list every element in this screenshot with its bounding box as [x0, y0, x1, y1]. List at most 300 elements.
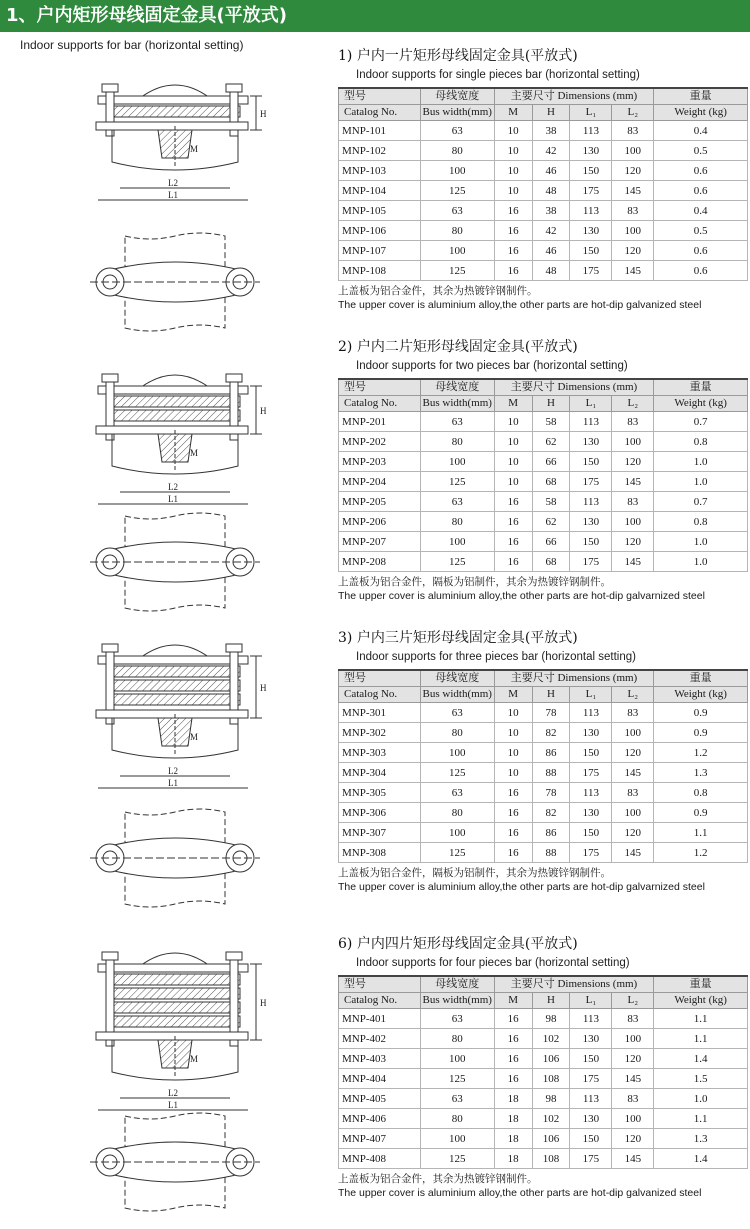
- table-row: [339, 723, 748, 743]
- table-cell: 10: [494, 121, 532, 141]
- spec-section: [338, 46, 748, 312]
- model-header: 型号: [339, 670, 421, 687]
- table-cell: 16: [494, 492, 532, 512]
- table-cell: 16: [494, 803, 532, 823]
- table-cell: MNP-204: [339, 472, 421, 492]
- table-cell: 150: [570, 452, 612, 472]
- table-cell: 120: [612, 241, 654, 261]
- table-cell: MNP-103: [339, 161, 421, 181]
- table-cell: 80: [420, 221, 494, 241]
- table-row: [339, 783, 748, 803]
- table-cell: 102: [532, 1109, 570, 1129]
- table-cell: 150: [570, 743, 612, 763]
- dimensions-header: 主要尺寸 Dimensions (mm): [494, 670, 654, 687]
- spec-table: [338, 378, 748, 572]
- spec-table: [338, 87, 748, 281]
- table-cell: 100: [612, 803, 654, 823]
- m-header: M: [494, 105, 532, 121]
- table-cell: 10: [494, 703, 532, 723]
- l1-dimension-label: L1: [168, 1100, 178, 1110]
- table-cell: 150: [570, 1129, 612, 1149]
- table-cell: 120: [612, 743, 654, 763]
- table-cell: MNP-406: [339, 1109, 421, 1129]
- table-cell: 0.8: [654, 783, 748, 803]
- weight-header: 重量: [654, 976, 748, 993]
- table-row: [339, 201, 748, 221]
- table-cell: 175: [570, 552, 612, 572]
- table-cell: 1.1: [654, 823, 748, 843]
- h-header: H: [532, 993, 570, 1009]
- table-cell: 150: [570, 1049, 612, 1069]
- table-cell: 100: [612, 723, 654, 743]
- section-subtitle: Indoor supports for single pieces bar (horizontal setting): [356, 69, 640, 81]
- h-dimension-label: H: [260, 406, 267, 416]
- table-cell: 108: [532, 1149, 570, 1169]
- l1-dimension-label: L1: [168, 494, 178, 504]
- bus-width-header: 母线宽度: [420, 379, 494, 396]
- table-cell: 10: [494, 432, 532, 452]
- m-header: M: [494, 687, 532, 703]
- bus-width-header: 母线宽度: [420, 88, 494, 105]
- table-row: [339, 1109, 748, 1129]
- table-row: [339, 803, 748, 823]
- catalog-header: Catalog No.: [339, 687, 421, 703]
- weight-header: 重量: [654, 670, 748, 687]
- table-cell: 130: [570, 221, 612, 241]
- table-row: [339, 703, 748, 723]
- h-header: H: [532, 105, 570, 121]
- table-cell: 106: [532, 1129, 570, 1149]
- table-cell: 125: [420, 552, 494, 572]
- table-cell: 1.5: [654, 1069, 748, 1089]
- table-cell: 0.9: [654, 703, 748, 723]
- table-cell: 113: [570, 1089, 612, 1109]
- weight-en-header: Weight (kg): [654, 993, 748, 1009]
- table-row: [339, 181, 748, 201]
- table-cell: MNP-402: [339, 1029, 421, 1049]
- section-subtitle: Indoor supports for two pieces bar (horizontal setting): [356, 360, 628, 372]
- catalog-header: Catalog No.: [339, 396, 421, 412]
- table-cell: 38: [532, 121, 570, 141]
- l1-dimension-label: L1: [168, 190, 178, 200]
- table-cell: 108: [532, 1069, 570, 1089]
- table-cell: 80: [420, 723, 494, 743]
- table-cell: 0.5: [654, 141, 748, 161]
- table-cell: 58: [532, 412, 570, 432]
- table-cell: 1.3: [654, 1129, 748, 1149]
- table-cell: 100: [420, 532, 494, 552]
- table-cell: 0.7: [654, 492, 748, 512]
- table-cell: 38: [532, 201, 570, 221]
- table-cell: MNP-202: [339, 432, 421, 452]
- table-cell: 150: [570, 823, 612, 843]
- table-cell: MNP-205: [339, 492, 421, 512]
- table-cell: 120: [612, 1129, 654, 1149]
- table-cell: 83: [612, 412, 654, 432]
- table-cell: MNP-301: [339, 703, 421, 723]
- table-cell: 1.4: [654, 1049, 748, 1069]
- catalog-header: Catalog No.: [339, 105, 421, 121]
- table-cell: 113: [570, 121, 612, 141]
- l1-header: L₁: [570, 105, 612, 121]
- table-cell: 120: [612, 161, 654, 181]
- table-cell: 1.0: [654, 552, 748, 572]
- table-cell: MNP-404: [339, 1069, 421, 1089]
- table-cell: 1.1: [654, 1109, 748, 1129]
- table-cell: 42: [532, 221, 570, 241]
- table-cell: 100: [420, 452, 494, 472]
- table-cell: 120: [612, 532, 654, 552]
- table-cell: 10: [494, 723, 532, 743]
- table-cell: MNP-303: [339, 743, 421, 763]
- table-cell: 1.1: [654, 1009, 748, 1029]
- table-cell: 100: [612, 432, 654, 452]
- table-row: [339, 472, 748, 492]
- table-cell: 125: [420, 763, 494, 783]
- table-cell: 0.6: [654, 261, 748, 281]
- table-cell: 175: [570, 1069, 612, 1089]
- section-subtitle: Indoor supports for four pieces bar (horizontal setting): [356, 957, 630, 969]
- table-cell: 1.4: [654, 1149, 748, 1169]
- m-dimension-label: M: [190, 448, 199, 458]
- table-cell: 83: [612, 1009, 654, 1029]
- bus-width-header: 母线宽度: [420, 976, 494, 993]
- table-cell: 62: [532, 512, 570, 532]
- table-row: [339, 1069, 748, 1089]
- table-cell: 113: [570, 412, 612, 432]
- spec-table: [338, 669, 748, 863]
- table-cell: 145: [612, 1069, 654, 1089]
- table-cell: MNP-407: [339, 1129, 421, 1149]
- side-view-drawing: [0, 936, 330, 1110]
- l2-dimension-label: L2: [168, 482, 178, 492]
- table-cell: 82: [532, 803, 570, 823]
- table-cell: 16: [494, 1049, 532, 1069]
- table-cell: 16: [494, 843, 532, 863]
- table-row: [339, 1029, 748, 1049]
- table-row: [339, 1049, 748, 1069]
- table-cell: 100: [420, 241, 494, 261]
- table-cell: 46: [532, 161, 570, 181]
- table-cell: 0.4: [654, 201, 748, 221]
- table-cell: 10: [494, 412, 532, 432]
- l1-header: L₁: [570, 687, 612, 703]
- table-cell: 102: [532, 1029, 570, 1049]
- l1-header: L₁: [570, 993, 612, 1009]
- table-cell: 145: [612, 472, 654, 492]
- table-cell: 16: [494, 1009, 532, 1029]
- table-cell: 150: [570, 241, 612, 261]
- table-row: [339, 532, 748, 552]
- table-cell: 120: [612, 1049, 654, 1069]
- page-title: 1、户内矩形母线固定金具(平放式): [0, 0, 750, 32]
- l2-header: L₂: [612, 993, 654, 1009]
- table-cell: 46: [532, 241, 570, 261]
- plan-view-drawing: [0, 232, 330, 332]
- table-row: [339, 823, 748, 843]
- table-cell: 42: [532, 141, 570, 161]
- table-cell: 100: [612, 512, 654, 532]
- table-row: [339, 552, 748, 572]
- table-cell: 130: [570, 512, 612, 532]
- table-cell: 68: [532, 552, 570, 572]
- l2-header: L₂: [612, 396, 654, 412]
- page-subtitle: Indoor supports for bar (horizontal setting): [20, 38, 244, 52]
- table-cell: 78: [532, 783, 570, 803]
- table-cell: 80: [420, 1029, 494, 1049]
- table-cell: 100: [420, 1049, 494, 1069]
- h-dimension-label: H: [260, 998, 267, 1008]
- weight-en-header: Weight (kg): [654, 687, 748, 703]
- bus-width-header: 母线宽度: [420, 670, 494, 687]
- table-cell: 63: [420, 492, 494, 512]
- table-row: [339, 1089, 748, 1109]
- table-cell: 10: [494, 181, 532, 201]
- table-cell: MNP-403: [339, 1049, 421, 1069]
- catalog-header: Catalog No.: [339, 993, 421, 1009]
- table-cell: 86: [532, 743, 570, 763]
- table-cell: 125: [420, 261, 494, 281]
- table-cell: 145: [612, 552, 654, 572]
- weight-en-header: Weight (kg): [654, 105, 748, 121]
- material-note-en: The upper cover is aluminium alloy,the other parts are hot-dip galvarnized steel: [338, 881, 705, 893]
- table-cell: MNP-206: [339, 512, 421, 532]
- table-cell: 10: [494, 743, 532, 763]
- table-cell: MNP-306: [339, 803, 421, 823]
- table-cell: 100: [420, 161, 494, 181]
- table-cell: 16: [494, 1069, 532, 1089]
- bus-width-en-header: Bus width(mm): [420, 105, 494, 121]
- table-cell: 63: [420, 1089, 494, 1109]
- spec-table: [338, 975, 748, 1169]
- table-cell: 125: [420, 1149, 494, 1169]
- material-note-cn: 上盖板为铝合金件，隔板为铝制件，其余为热镀锌钢制件。: [338, 576, 611, 588]
- bus-width-en-header: Bus width(mm): [420, 687, 494, 703]
- table-cell: 0.6: [654, 241, 748, 261]
- table-cell: 113: [570, 783, 612, 803]
- table-cell: MNP-208: [339, 552, 421, 572]
- table-cell: 1.3: [654, 763, 748, 783]
- table-row: [339, 241, 748, 261]
- weight-header: 重量: [654, 379, 748, 396]
- table-cell: 16: [494, 783, 532, 803]
- m-dimension-label: M: [190, 732, 199, 742]
- table-cell: 100: [612, 141, 654, 161]
- l2-dimension-label: L2: [168, 178, 178, 188]
- table-cell: MNP-104: [339, 181, 421, 201]
- model-header: 型号: [339, 976, 421, 993]
- table-cell: 10: [494, 763, 532, 783]
- h-header: H: [532, 687, 570, 703]
- table-cell: 145: [612, 1149, 654, 1169]
- table-cell: 63: [420, 783, 494, 803]
- table-row: [339, 141, 748, 161]
- h-dimension-label: H: [260, 109, 267, 119]
- plan-view-drawing: [0, 512, 330, 612]
- table-cell: 0.9: [654, 723, 748, 743]
- table-cell: MNP-107: [339, 241, 421, 261]
- table-cell: 175: [570, 1149, 612, 1169]
- table-cell: MNP-203: [339, 452, 421, 472]
- table-cell: 16: [494, 532, 532, 552]
- table-cell: MNP-106: [339, 221, 421, 241]
- table-cell: 66: [532, 452, 570, 472]
- l1-dimension-label: L1: [168, 778, 178, 788]
- table-cell: MNP-401: [339, 1009, 421, 1029]
- bus-width-en-header: Bus width(mm): [420, 396, 494, 412]
- table-cell: 62: [532, 432, 570, 452]
- table-cell: 175: [570, 181, 612, 201]
- table-cell: 113: [570, 492, 612, 512]
- section-title: 1) 户内一片矩形母线固定金具(平放式): [338, 48, 578, 64]
- dimensions-header: 主要尺寸 Dimensions (mm): [494, 88, 654, 105]
- table-cell: MNP-408: [339, 1149, 421, 1169]
- table-cell: 18: [494, 1109, 532, 1129]
- table-row: [339, 121, 748, 141]
- table-cell: 83: [612, 121, 654, 141]
- table-cell: 80: [420, 141, 494, 161]
- table-row: [339, 1149, 748, 1169]
- table-cell: 88: [532, 763, 570, 783]
- table-cell: 16: [494, 823, 532, 843]
- table-cell: 18: [494, 1129, 532, 1149]
- table-cell: 16: [494, 221, 532, 241]
- table-cell: 0.8: [654, 512, 748, 532]
- spec-section: [338, 934, 748, 1200]
- table-cell: 175: [570, 472, 612, 492]
- table-cell: 48: [532, 181, 570, 201]
- table-cell: 130: [570, 1029, 612, 1049]
- h-dimension-label: H: [260, 683, 267, 693]
- table-cell: MNP-102: [339, 141, 421, 161]
- table-cell: 150: [570, 532, 612, 552]
- spec-section: [338, 628, 748, 894]
- model-header: 型号: [339, 88, 421, 105]
- section-title: 3) 户内三片矩形母线固定金具(平放式): [338, 630, 578, 646]
- table-cell: 98: [532, 1089, 570, 1109]
- table-cell: 0.7: [654, 412, 748, 432]
- table-cell: 0.9: [654, 803, 748, 823]
- l2-dimension-label: L2: [168, 766, 178, 776]
- table-cell: 0.6: [654, 181, 748, 201]
- material-note-en: The upper cover is aluminium alloy,the other parts are hot-dip galvanized steel: [338, 1187, 702, 1199]
- table-row: [339, 452, 748, 472]
- section-subtitle: Indoor supports for three pieces bar (horizontal setting): [356, 651, 636, 663]
- table-cell: 130: [570, 723, 612, 743]
- table-cell: MNP-304: [339, 763, 421, 783]
- table-cell: MNP-207: [339, 532, 421, 552]
- side-view-drawing: [0, 68, 330, 218]
- table-cell: 175: [570, 261, 612, 281]
- l1-header: L₁: [570, 396, 612, 412]
- table-row: [339, 221, 748, 241]
- table-cell: 83: [612, 1089, 654, 1109]
- table-cell: 63: [420, 121, 494, 141]
- table-row: [339, 763, 748, 783]
- table-cell: 1.0: [654, 452, 748, 472]
- l2-dimension-label: L2: [168, 1088, 178, 1098]
- table-cell: 83: [612, 703, 654, 723]
- table-cell: 1.0: [654, 532, 748, 552]
- table-cell: 80: [420, 803, 494, 823]
- table-cell: 125: [420, 181, 494, 201]
- table-cell: 113: [570, 703, 612, 723]
- table-cell: 145: [612, 261, 654, 281]
- table-row: [339, 1009, 748, 1029]
- table-cell: 0.4: [654, 121, 748, 141]
- table-cell: 106: [532, 1049, 570, 1069]
- weight-header: 重量: [654, 88, 748, 105]
- table-cell: 130: [570, 803, 612, 823]
- table-row: [339, 1129, 748, 1149]
- table-cell: 130: [570, 1109, 612, 1129]
- table-cell: 10: [494, 452, 532, 472]
- table-row: [339, 743, 748, 763]
- table-cell: 100: [612, 221, 654, 241]
- spec-section: [338, 337, 748, 603]
- table-cell: 125: [420, 843, 494, 863]
- table-cell: 88: [532, 843, 570, 863]
- table-cell: 100: [420, 823, 494, 843]
- plan-view-drawing: [0, 808, 330, 908]
- table-row: [339, 492, 748, 512]
- h-header: H: [532, 396, 570, 412]
- table-cell: 18: [494, 1149, 532, 1169]
- side-view-drawing: [0, 358, 330, 508]
- material-note-cn: 上盖板为铝合金件，隔板为铝制件，其余为热镀锌钢制件。: [338, 867, 611, 879]
- table-cell: 100: [420, 1129, 494, 1149]
- table-cell: 120: [612, 452, 654, 472]
- table-cell: 1.0: [654, 1089, 748, 1109]
- table-cell: 1.0: [654, 472, 748, 492]
- table-cell: 48: [532, 261, 570, 281]
- table-cell: MNP-201: [339, 412, 421, 432]
- dimensions-header: 主要尺寸 Dimensions (mm): [494, 976, 654, 993]
- l2-header: L₂: [612, 105, 654, 121]
- section-title: 6) 户内四片矩形母线固定金具(平放式): [338, 936, 578, 952]
- table-cell: 83: [612, 492, 654, 512]
- table-cell: 100: [612, 1109, 654, 1129]
- table-cell: 10: [494, 161, 532, 181]
- table-row: [339, 843, 748, 863]
- material-note-en: The upper cover is aluminium alloy,the other parts are hot-dip galvarnized steel: [338, 590, 705, 602]
- table-cell: 1.1: [654, 1029, 748, 1049]
- table-cell: MNP-308: [339, 843, 421, 863]
- m-dimension-label: M: [190, 144, 199, 154]
- table-cell: 125: [420, 472, 494, 492]
- table-cell: 145: [612, 181, 654, 201]
- section-title: 2) 户内二片矩形母线固定金具(平放式): [338, 339, 578, 355]
- table-cell: 63: [420, 703, 494, 723]
- table-cell: 1.2: [654, 743, 748, 763]
- table-cell: 100: [612, 1029, 654, 1049]
- material-note-cn: 上盖板为铝合金件，其余为热镀锌钢制件。: [338, 285, 538, 297]
- model-header: 型号: [339, 379, 421, 396]
- table-cell: 130: [570, 141, 612, 161]
- l2-header: L₂: [612, 687, 654, 703]
- bus-width-en-header: Bus width(mm): [420, 993, 494, 1009]
- table-cell: 175: [570, 763, 612, 783]
- table-cell: 80: [420, 432, 494, 452]
- table-cell: 63: [420, 1009, 494, 1029]
- table-cell: 66: [532, 532, 570, 552]
- table-cell: 16: [494, 261, 532, 281]
- table-row: [339, 261, 748, 281]
- table-cell: 16: [494, 201, 532, 221]
- table-cell: 120: [612, 823, 654, 843]
- table-cell: 1.2: [654, 843, 748, 863]
- table-cell: 100: [420, 743, 494, 763]
